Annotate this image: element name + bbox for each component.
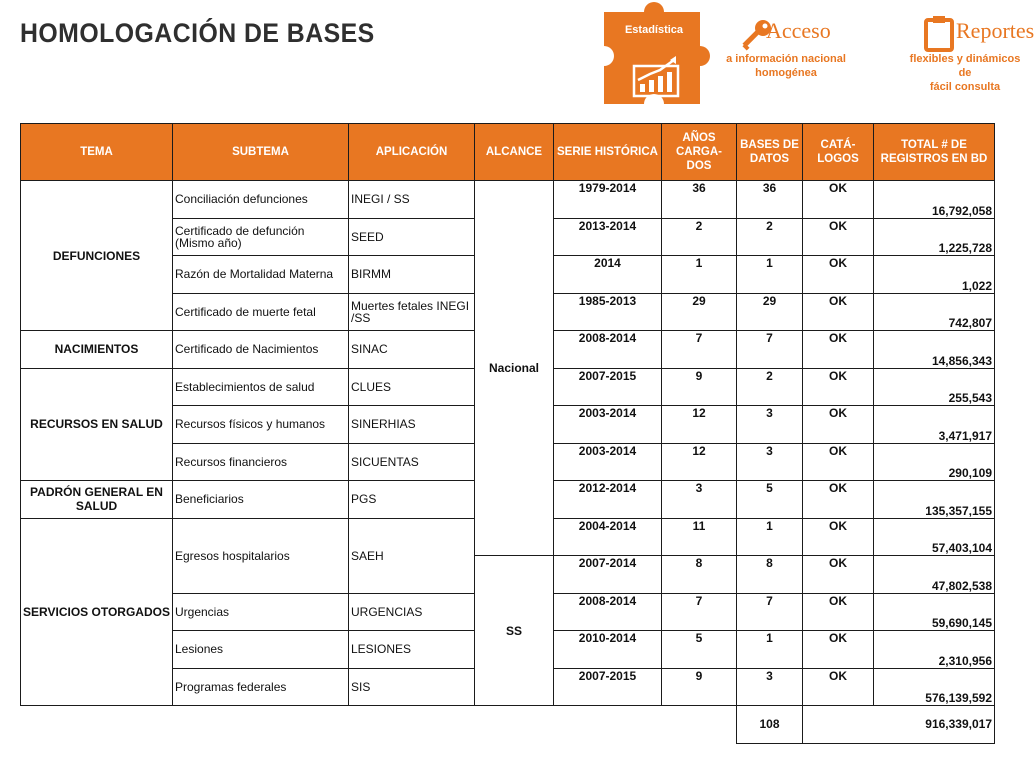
serie-cell: 2004-2014 bbox=[554, 518, 662, 556]
aplicacion-cell: SINAC bbox=[349, 331, 475, 369]
catalogos-cell: OK bbox=[803, 593, 874, 631]
aplicacion-cell: BIRMM bbox=[349, 256, 475, 294]
subtema-cell: Recursos físicos y humanos bbox=[173, 406, 349, 444]
tema-cell: DEFUNCIONES bbox=[21, 181, 173, 331]
serie-cell: 2010-2014 bbox=[554, 631, 662, 669]
serie-cell: 2014 bbox=[554, 256, 662, 294]
blank-cell bbox=[21, 706, 737, 744]
catalogos-cell: OK bbox=[803, 331, 874, 369]
serie-cell: 2007-2015 bbox=[554, 368, 662, 406]
subtema-cell: Conciliación defunciones bbox=[173, 181, 349, 219]
bases-cell: 2 bbox=[737, 368, 803, 406]
serie-cell: 2008-2014 bbox=[554, 331, 662, 369]
catalogos-cell: OK bbox=[803, 293, 874, 331]
alcance-cell: SS bbox=[475, 556, 554, 706]
header-cell: BASES DE DATOS bbox=[737, 124, 803, 181]
total-cell: 1,225,728 bbox=[874, 218, 995, 256]
catalogos-cell: OK bbox=[803, 518, 874, 556]
total-cell: 16,792,058 bbox=[874, 181, 995, 219]
total-cell: 290,109 bbox=[874, 443, 995, 481]
total-cell: 1,022 bbox=[874, 256, 995, 294]
total-cell: 57,403,104 bbox=[874, 518, 995, 556]
totals-row bbox=[21, 706, 995, 744]
anios-cell: 7 bbox=[662, 593, 737, 631]
bases-cell: 7 bbox=[737, 593, 803, 631]
total-registros-cell: 916,339,017 bbox=[803, 706, 995, 744]
total-cell: 3,471,917 bbox=[874, 406, 995, 444]
subtema-cell: Certificado de muerte fetal bbox=[173, 293, 349, 331]
acceso-line1: a información nacional bbox=[726, 53, 846, 65]
total-bases-cell: 108 bbox=[737, 706, 803, 744]
catalogos-cell: OK bbox=[803, 406, 874, 444]
catalogos-cell: OK bbox=[803, 668, 874, 706]
table-row bbox=[21, 181, 995, 219]
anios-cell: 12 bbox=[662, 443, 737, 481]
header-cell: AÑOS CARGA-DOS bbox=[662, 124, 737, 181]
serie-cell: 1985-2013 bbox=[554, 293, 662, 331]
anios-cell: 1 bbox=[662, 256, 737, 294]
aplicacion-cell: SICUENTAS bbox=[349, 443, 475, 481]
catalogos-cell: OK bbox=[803, 256, 874, 294]
homologation-table bbox=[20, 123, 995, 744]
tema-cell: SERVICIOS OTORGADOS bbox=[21, 518, 173, 706]
aplicacion-cell: INEGI / SS bbox=[349, 181, 475, 219]
acceso-block bbox=[726, 18, 846, 80]
total-cell: 576,139,592 bbox=[874, 668, 995, 706]
anios-cell: 29 bbox=[662, 293, 737, 331]
subtema-cell: Egresos hospitalarios bbox=[173, 518, 349, 593]
serie-cell: 2012-2014 bbox=[554, 481, 662, 519]
header-cell: TEMA bbox=[21, 124, 173, 181]
subtema-cell: Certificado de defunción (Mismo año) bbox=[173, 218, 349, 256]
bases-cell: 2 bbox=[737, 218, 803, 256]
tema-cell: NACIMIENTOS bbox=[21, 331, 173, 369]
bases-cell: 8 bbox=[737, 556, 803, 594]
anios-cell: 12 bbox=[662, 406, 737, 444]
aplicacion-cell: CLUES bbox=[349, 368, 475, 406]
aplicacion-cell: LESIONES bbox=[349, 631, 475, 669]
catalogos-cell: OK bbox=[803, 631, 874, 669]
catalogos-cell: OK bbox=[803, 481, 874, 519]
subtema-cell: Establecimientos de salud bbox=[173, 368, 349, 406]
puzzle-statistics-icon bbox=[600, 8, 710, 108]
anios-cell: 36 bbox=[662, 181, 737, 219]
subtema-cell: Certificado de Nacimientos bbox=[173, 331, 349, 369]
alcance-cell: Nacional bbox=[475, 181, 554, 556]
reportes-title: Reportes bbox=[956, 18, 1034, 43]
serie-cell: 2003-2014 bbox=[554, 443, 662, 481]
catalogos-cell: OK bbox=[803, 181, 874, 219]
bases-cell: 7 bbox=[737, 331, 803, 369]
catalogos-cell: OK bbox=[803, 368, 874, 406]
header-cell: ALCANCE bbox=[475, 124, 554, 181]
bases-cell: 1 bbox=[737, 518, 803, 556]
bases-cell: 5 bbox=[737, 481, 803, 519]
aplicacion-cell: PGS bbox=[349, 481, 475, 519]
reportes-block bbox=[906, 18, 1034, 94]
subtema-cell: Urgencias bbox=[173, 593, 349, 631]
bases-cell: 3 bbox=[737, 443, 803, 481]
bases-cell: 1 bbox=[737, 256, 803, 294]
serie-cell: 1979-2014 bbox=[554, 181, 662, 219]
bases-cell: 29 bbox=[737, 293, 803, 331]
anios-cell: 9 bbox=[662, 368, 737, 406]
subtema-cell: Recursos financieros bbox=[173, 443, 349, 481]
reportes-line1: flexibles y dinámicos de bbox=[909, 53, 1021, 79]
subtema-cell: Programas federales bbox=[173, 668, 349, 706]
serie-cell: 2007-2015 bbox=[554, 668, 662, 706]
aplicacion-cell: URGENCIAS bbox=[349, 593, 475, 631]
catalogos-cell: OK bbox=[803, 556, 874, 594]
anios-cell: 8 bbox=[662, 556, 737, 594]
page-title: HOMOLOGACIÓN DE BASES bbox=[20, 18, 375, 48]
subtema-cell: Beneficiarios bbox=[173, 481, 349, 519]
header-cell: SUBTEMA bbox=[173, 124, 349, 181]
header-cell: CATÁ-LOGOS bbox=[803, 124, 874, 181]
serie-cell: 2003-2014 bbox=[554, 406, 662, 444]
acceso-line2: homogénea bbox=[755, 67, 817, 79]
reportes-line2: fácil consulta bbox=[929, 81, 1001, 93]
header-row bbox=[21, 124, 995, 181]
anios-cell: 5 bbox=[662, 631, 737, 669]
total-cell: 742,807 bbox=[874, 293, 995, 331]
aplicacion-cell: Muertes fetales INEGI /SS bbox=[349, 293, 475, 331]
header-cell: TOTAL # DE REGISTROS EN BD bbox=[874, 124, 995, 181]
subtema-cell: Razón de Mortalidad Materna bbox=[173, 256, 349, 294]
bases-cell: 3 bbox=[737, 668, 803, 706]
anios-cell: 9 bbox=[662, 668, 737, 706]
bases-cell: 1 bbox=[737, 631, 803, 669]
anios-cell: 11 bbox=[662, 518, 737, 556]
catalogos-cell: OK bbox=[803, 218, 874, 256]
anios-cell: 3 bbox=[662, 481, 737, 519]
tema-cell: PADRÓN GENERAL EN SALUD bbox=[21, 481, 173, 519]
aplicacion-cell: SEED bbox=[349, 218, 475, 256]
catalogos-cell: OK bbox=[803, 443, 874, 481]
total-cell: 47,802,538 bbox=[874, 556, 995, 594]
aplicacion-cell: SIS bbox=[349, 668, 475, 706]
bases-cell: 36 bbox=[737, 181, 803, 219]
header-cell: SERIE HISTÓRICA bbox=[554, 124, 662, 181]
total-cell: 59,690,145 bbox=[874, 593, 995, 631]
bases-cell: 3 bbox=[737, 406, 803, 444]
serie-cell: 2007-2014 bbox=[554, 556, 662, 594]
aplicacion-cell: SAEH bbox=[349, 518, 475, 593]
total-cell: 135,357,155 bbox=[874, 481, 995, 519]
anios-cell: 2 bbox=[662, 218, 737, 256]
subtema-cell: Lesiones bbox=[173, 631, 349, 669]
serie-cell: 2008-2014 bbox=[554, 593, 662, 631]
total-cell: 14,856,343 bbox=[874, 331, 995, 369]
puzzle-label: Estadística bbox=[624, 24, 684, 36]
serie-cell: 2013-2014 bbox=[554, 218, 662, 256]
total-cell: 2,310,956 bbox=[874, 631, 995, 669]
aplicacion-cell: SINERHIAS bbox=[349, 406, 475, 444]
acceso-title: Acceso bbox=[766, 18, 831, 43]
total-cell: 255,543 bbox=[874, 368, 995, 406]
header-cell: APLICACIÓN bbox=[349, 124, 475, 181]
anios-cell: 7 bbox=[662, 331, 737, 369]
tema-cell: RECURSOS EN SALUD bbox=[21, 368, 173, 481]
